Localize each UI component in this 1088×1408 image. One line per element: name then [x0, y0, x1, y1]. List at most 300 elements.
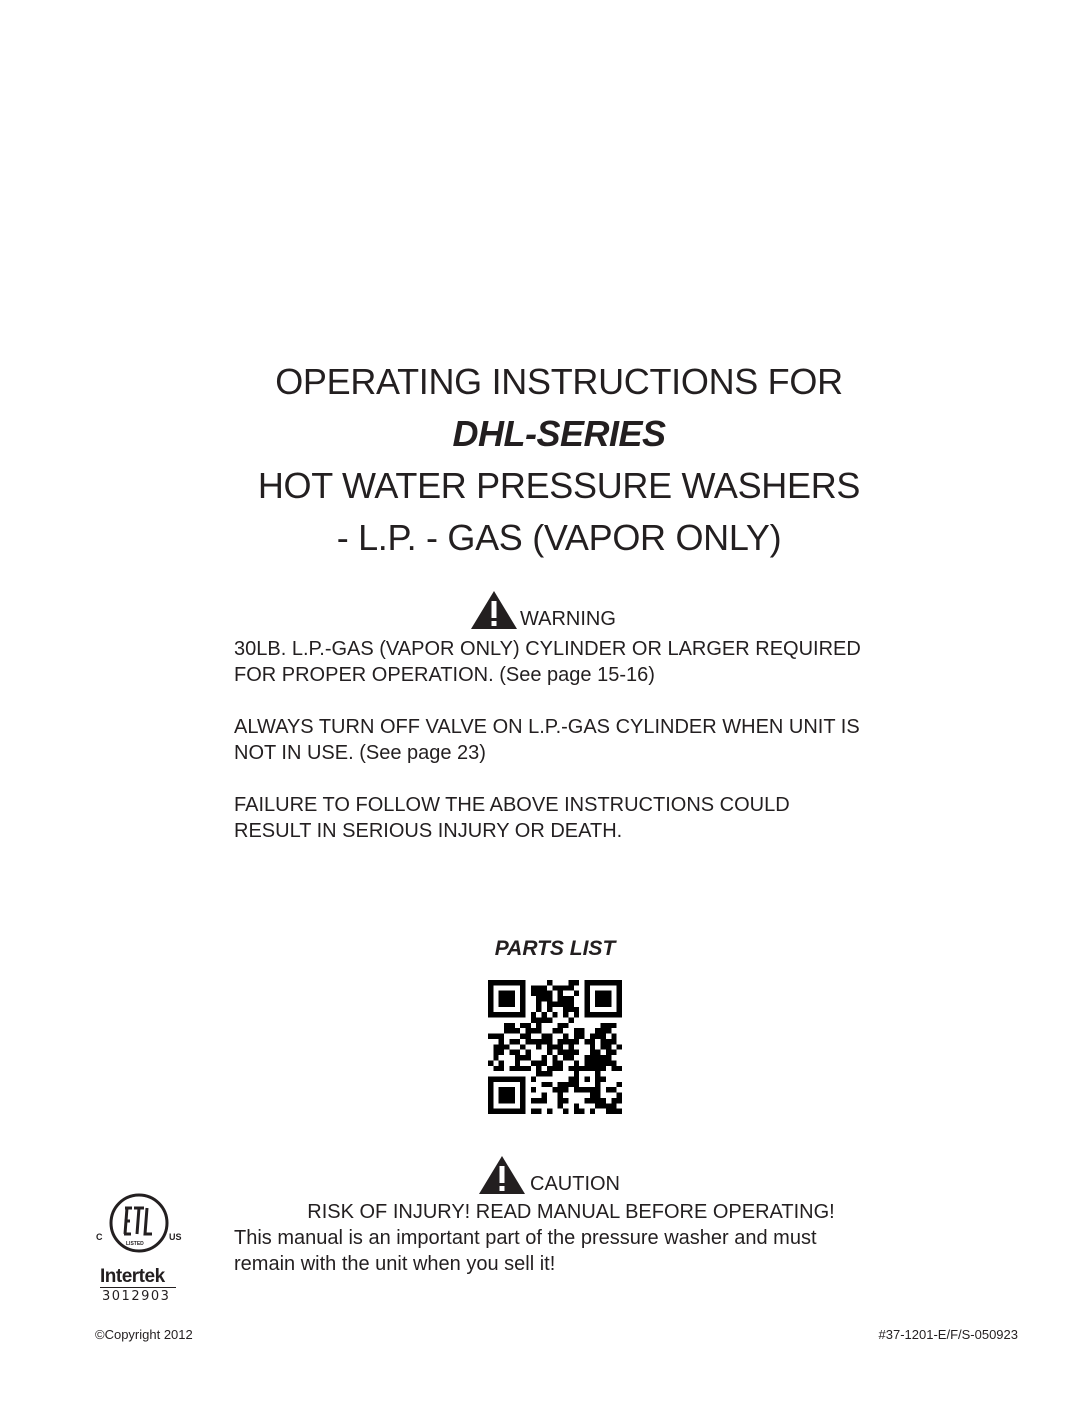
qr-module: [611, 1060, 616, 1065]
qr-module: [611, 980, 616, 985]
qr-module: [547, 1001, 552, 1006]
qr-module: [504, 1023, 509, 1028]
qr-module: [515, 1028, 520, 1033]
qr-module: [601, 1055, 606, 1060]
qr-module: [595, 1066, 600, 1071]
qr-module: [547, 1071, 552, 1076]
qr-module: [574, 1071, 579, 1076]
qr-module: [520, 1098, 525, 1103]
qr-module: [595, 1001, 600, 1006]
warning-triangle-icon: [470, 590, 518, 630]
qr-module: [595, 1098, 600, 1103]
qr-module: [547, 980, 552, 985]
qr-module: [531, 1076, 536, 1081]
qr-module: [574, 1066, 579, 1071]
qr-module: [617, 1012, 622, 1017]
qr-module: [606, 1028, 611, 1033]
qr-module: [536, 996, 541, 1001]
qr-module: [606, 1055, 611, 1060]
intertek-brand: Intertek: [100, 1266, 165, 1287]
etl-us-mark: US: [169, 1232, 182, 1242]
qr-module: [590, 1066, 595, 1071]
qr-module: [504, 1028, 509, 1033]
qr-module: [606, 996, 611, 1001]
qr-module: [520, 985, 525, 990]
qr-module: [558, 1093, 563, 1098]
warning-paragraph-1: [234, 636, 914, 688]
qr-module: [601, 1039, 606, 1044]
qr-module: [590, 980, 595, 985]
qr-module: [542, 1034, 547, 1039]
qr-module: [601, 1012, 606, 1017]
qr-module: [531, 1098, 536, 1103]
qr-module: [563, 1034, 568, 1039]
warning-paragraph-1-line-1: 30LB. L.P.-GAS (VAPOR ONLY) CYLINDER OR LARGER REQUIRED: [234, 638, 861, 660]
etl-c-mark: C: [96, 1232, 103, 1242]
qr-module: [606, 991, 611, 996]
qr-module: [547, 1034, 552, 1039]
qr-module: [509, 1012, 514, 1017]
qr-module: [509, 1028, 514, 1033]
qr-module: [520, 1034, 525, 1039]
qr-module: [568, 1076, 573, 1081]
qr-module: [563, 1098, 568, 1103]
qr-module: [590, 1060, 595, 1065]
qr-module: [499, 1039, 504, 1044]
qr-module: [520, 996, 525, 1001]
qr-module: [493, 1050, 498, 1055]
qr-module: [520, 1109, 525, 1114]
qr-module: [547, 1044, 552, 1049]
qr-module: [568, 1066, 573, 1071]
qr-module: [547, 996, 552, 1001]
qr-module: [542, 1060, 547, 1065]
qr-module: [558, 996, 563, 1001]
qr-module: [531, 1109, 536, 1114]
qr-module: [504, 1012, 509, 1017]
qr-module: [601, 1060, 606, 1065]
qr-module: [584, 1001, 589, 1006]
qr-module: [590, 1093, 595, 1098]
qr-module: [552, 1012, 557, 1017]
qr-module: [509, 1001, 514, 1006]
qr-module: [568, 980, 573, 985]
qr-module: [552, 1044, 557, 1049]
qr-module: [595, 1076, 600, 1081]
qr-module: [504, 1044, 509, 1049]
qr-module: [515, 1076, 520, 1081]
qr-module: [515, 1039, 520, 1044]
qr-module: [499, 1001, 504, 1006]
etl-listed-mark: LISTED: [126, 1241, 144, 1247]
qr-module: [558, 1039, 563, 1044]
qr-module: [606, 1023, 611, 1028]
qr-module: [611, 1066, 616, 1071]
qr-module: [488, 1098, 493, 1103]
etl-listed-logo: [94, 1188, 184, 1262]
warning-paragraph-2: [234, 714, 914, 766]
qr-module: [542, 996, 547, 1001]
qr-module: [499, 1050, 504, 1055]
title-line-1: OPERATING INSTRUCTIONS FOR: [275, 361, 843, 402]
qr-module: [542, 1071, 547, 1076]
qr-module: [515, 1050, 520, 1055]
qr-module: [536, 1039, 541, 1044]
qr-module: [488, 980, 493, 985]
qr-module: [499, 1076, 504, 1081]
series-name: DHL-SERIES: [452, 413, 666, 454]
qr-module: [595, 1028, 600, 1033]
qr-module: [542, 1055, 547, 1060]
qr-module: [536, 1018, 541, 1023]
qr-module: [617, 1044, 622, 1049]
qr-module: [584, 1007, 589, 1012]
qr-module: [574, 1087, 579, 1092]
qr-module: [558, 1082, 563, 1087]
qr-module: [595, 1082, 600, 1087]
qr-module: [558, 1001, 563, 1006]
qr-module: [568, 996, 573, 1001]
qr-module: [504, 1001, 509, 1006]
qr-module: [606, 1001, 611, 1006]
qr-module: [563, 1012, 568, 1017]
qr-module: [601, 991, 606, 996]
qr-module: [499, 1044, 504, 1049]
qr-module: [552, 1055, 557, 1060]
qr-module: [493, 980, 498, 985]
qr-module: [509, 1066, 514, 1071]
qr-module: [601, 1076, 606, 1081]
qr-module: [617, 980, 622, 985]
qr-module: [558, 1023, 563, 1028]
qr-module: [606, 1060, 611, 1065]
qr-module: [547, 1039, 552, 1044]
qr-module: [536, 1109, 541, 1114]
qr-module: [509, 996, 514, 1001]
qr-module: [504, 1087, 509, 1092]
qr-module: [504, 1076, 509, 1081]
qr-module: [574, 1007, 579, 1012]
qr-module: [595, 1060, 600, 1065]
qr-module: [606, 1109, 611, 1114]
title-line-3: HOT WATER PRESSURE WASHERS: [257, 465, 861, 506]
qr-module: [617, 1066, 622, 1071]
qr-module: [590, 1055, 595, 1060]
qr-module: [568, 1039, 573, 1044]
qr-module: [552, 985, 557, 990]
qr-module: [584, 1039, 589, 1044]
qr-module: [558, 1044, 563, 1049]
qr-module: [509, 1023, 514, 1028]
qr-module: [547, 1082, 552, 1087]
qr-module: [536, 1007, 541, 1012]
qr-module: [520, 1007, 525, 1012]
qr-module: [568, 1018, 573, 1023]
qr-module: [595, 1034, 600, 1039]
qr-module: [493, 1109, 498, 1114]
caution-label: CAUTION: [530, 1173, 620, 1195]
qr-module: [558, 1050, 563, 1055]
qr-module: [547, 1018, 552, 1023]
qr-module: [520, 1076, 525, 1081]
qr-module: [601, 1023, 606, 1028]
qr-module: [574, 1103, 579, 1108]
qr-module: [558, 1087, 563, 1092]
qr-module: [552, 1066, 557, 1071]
qr-module: [611, 1039, 616, 1044]
qr-module: [568, 1044, 573, 1049]
qr-module: [558, 985, 563, 990]
qr-module: [526, 1023, 531, 1028]
qr-module: [595, 991, 600, 996]
qr-module: [574, 980, 579, 985]
warning-paragraph-2-line-2: NOT IN USE. (See page 23): [234, 742, 486, 764]
qr-module: [617, 991, 622, 996]
qr-module: [499, 1012, 504, 1017]
qr-module: [542, 991, 547, 996]
qr-module: [606, 1103, 611, 1108]
warning-label: WARNING: [520, 608, 616, 630]
qr-module: [531, 1060, 536, 1065]
qr-module: [590, 1109, 595, 1114]
qr-module: [499, 1093, 504, 1098]
qr-module: [526, 1039, 531, 1044]
qr-module: [579, 1087, 584, 1092]
qr-module: [499, 996, 504, 1001]
qr-module: [488, 1087, 493, 1092]
qr-module: [542, 985, 547, 990]
qr-module: [509, 1098, 514, 1103]
qr-module: [579, 1034, 584, 1039]
qr-module: [536, 991, 541, 996]
qr-module: [552, 1001, 557, 1006]
qr-module: [531, 1028, 536, 1033]
qr-module: [611, 1103, 616, 1108]
qr-module: [504, 1093, 509, 1098]
qr-module: [584, 980, 589, 985]
qr-module: [584, 996, 589, 1001]
qr-module: [509, 1093, 514, 1098]
qr-module: [526, 1028, 531, 1033]
qr-module: [520, 1012, 525, 1017]
qr-module: [606, 980, 611, 985]
qr-module: [558, 1060, 563, 1065]
qr-module: [606, 1039, 611, 1044]
document-title: [0, 356, 1088, 564]
qr-module: [617, 1001, 622, 1006]
qr-module: [493, 1076, 498, 1081]
qr-module: [493, 1055, 498, 1060]
qr-module: [520, 1055, 525, 1060]
qr-module: [499, 1060, 504, 1065]
qr-module: [488, 1103, 493, 1108]
qr-module: [531, 1018, 536, 1023]
qr-module: [584, 991, 589, 996]
qr-module: [617, 985, 622, 990]
qr-module: [595, 1012, 600, 1017]
qr-module: [606, 1012, 611, 1017]
qr-module: [520, 1103, 525, 1108]
qr-module: [515, 1012, 520, 1017]
qr-module: [584, 1066, 589, 1071]
qr-module: [499, 991, 504, 996]
qr-module: [558, 1103, 563, 1108]
qr-module: [504, 996, 509, 1001]
qr-module: [520, 1087, 525, 1092]
qr-module: [574, 1039, 579, 1044]
qr-module: [520, 980, 525, 985]
qr-module: [552, 1087, 557, 1092]
qr-module: [520, 1023, 525, 1028]
qr-module: [488, 1034, 493, 1039]
intertek-divider: [100, 1287, 176, 1288]
qr-module: [542, 1012, 547, 1017]
qr-module: [536, 1066, 541, 1071]
qr-module: [568, 1007, 573, 1012]
qr-module: [509, 991, 514, 996]
qr-module: [579, 1066, 584, 1071]
qr-module: [531, 1012, 536, 1017]
qr-module: [611, 1098, 616, 1103]
qr-module: [488, 1082, 493, 1087]
caution-heading: [478, 1155, 620, 1195]
qr-module: [601, 1044, 606, 1049]
qr-module: [526, 1055, 531, 1060]
qr-module: [515, 1060, 520, 1065]
qr-module: [595, 1055, 600, 1060]
qr-module: [515, 980, 520, 985]
qr-module: [595, 1087, 600, 1092]
qr-module: [488, 1076, 493, 1081]
caution-triangle-icon: [478, 1155, 526, 1195]
qr-module: [488, 985, 493, 990]
qr-module: [509, 1109, 514, 1114]
qr-module: [563, 1039, 568, 1044]
qr-module: [488, 1001, 493, 1006]
qr-module: [520, 1082, 525, 1087]
qr-module: [590, 1087, 595, 1092]
qr-module: [536, 1028, 541, 1033]
qr-module: [601, 1103, 606, 1108]
caution-body-line-1: This manual is an important part of the pressure washer and must: [234, 1227, 817, 1249]
qr-module: [568, 985, 573, 990]
qr-module: [579, 1109, 584, 1114]
qr-module: [515, 1066, 520, 1071]
qr-module: [493, 1034, 498, 1039]
qr-module: [574, 1034, 579, 1039]
qr-module: [531, 1039, 536, 1044]
qr-module: [563, 1109, 568, 1114]
qr-module: [558, 1028, 563, 1033]
warning-heading: [470, 590, 616, 630]
qr-module: [584, 985, 589, 990]
qr-module: [617, 1109, 622, 1114]
qr-module: [606, 1044, 611, 1049]
qr-module: [547, 1109, 552, 1114]
qr-module: [568, 1082, 573, 1087]
qr-module: [509, 980, 514, 985]
qr-module: [601, 980, 606, 985]
qr-module: [595, 1071, 600, 1076]
qr-module: [568, 1001, 573, 1006]
qr-module: [574, 1012, 579, 1017]
warning-paragraph-2-line-1: ALWAYS TURN OFF VALVE ON L.P.-GAS CYLINDER WHEN UNIT IS: [234, 716, 860, 738]
qr-module: [536, 1060, 541, 1065]
qr-module: [617, 996, 622, 1001]
qr-module: [611, 1012, 616, 1017]
qr-module: [542, 1093, 547, 1098]
copyright-notice: ©Copyright 2012: [95, 1327, 193, 1342]
qr-module: [499, 1087, 504, 1092]
qr-module: [584, 1076, 589, 1081]
caution-risk-text: RISK OF INJURY! READ MANUAL BEFORE OPERATING!: [307, 1201, 835, 1223]
qr-module: [563, 1023, 568, 1028]
qr-module: [542, 1082, 547, 1087]
qr-module: [536, 1044, 541, 1049]
qr-module: [526, 1034, 531, 1039]
qr-module: [499, 980, 504, 985]
qr-module: [584, 1098, 589, 1103]
qr-module: [611, 1023, 616, 1028]
qr-module: [536, 1098, 541, 1103]
qr-module: [488, 1109, 493, 1114]
qr-module: [552, 1028, 557, 1033]
caution-body-text: [234, 1225, 894, 1277]
qr-module: [493, 1066, 498, 1071]
parts-list-title: PARTS LIST: [494, 937, 616, 960]
qr-code-icon[interactable]: [488, 980, 622, 1114]
qr-module: [584, 1087, 589, 1092]
qr-module: [574, 1082, 579, 1087]
qr-module: [601, 996, 606, 1001]
qr-module: [601, 1034, 606, 1039]
qr-module: [595, 980, 600, 985]
qr-module: [590, 1039, 595, 1044]
qr-module: [520, 1066, 525, 1071]
qr-module: [601, 1001, 606, 1006]
qr-module: [563, 1050, 568, 1055]
qr-module: [558, 991, 563, 996]
qr-module: [488, 991, 493, 996]
qr-module: [488, 996, 493, 1001]
warning-paragraph-3: [234, 792, 914, 844]
qr-module: [515, 1055, 520, 1060]
qr-module: [531, 991, 536, 996]
qr-module: [526, 1066, 531, 1071]
qr-module: [515, 1109, 520, 1114]
qr-module: [499, 1109, 504, 1114]
qr-module: [526, 1050, 531, 1055]
qr-module: [520, 1044, 525, 1049]
qr-module: [493, 1012, 498, 1017]
qr-module: [552, 1060, 557, 1065]
qr-module: [595, 1103, 600, 1108]
qr-module: [617, 1007, 622, 1012]
qr-module: [499, 1066, 504, 1071]
warning-paragraph-3-line-2: RESULT IN SERIOUS INJURY OR DEATH.: [234, 820, 623, 842]
qr-module: [563, 1082, 568, 1087]
qr-module: [558, 1066, 563, 1071]
qr-module: [493, 1044, 498, 1049]
qr-module: [617, 1098, 622, 1103]
qr-module: [584, 1012, 589, 1017]
qr-module: [509, 1076, 514, 1081]
qr-module: [509, 1087, 514, 1092]
qr-module: [536, 1023, 541, 1028]
qr-module: [590, 1098, 595, 1103]
qr-module: [611, 1050, 616, 1055]
caution-body-line-2: remain with the unit when you sell it!: [234, 1253, 556, 1275]
